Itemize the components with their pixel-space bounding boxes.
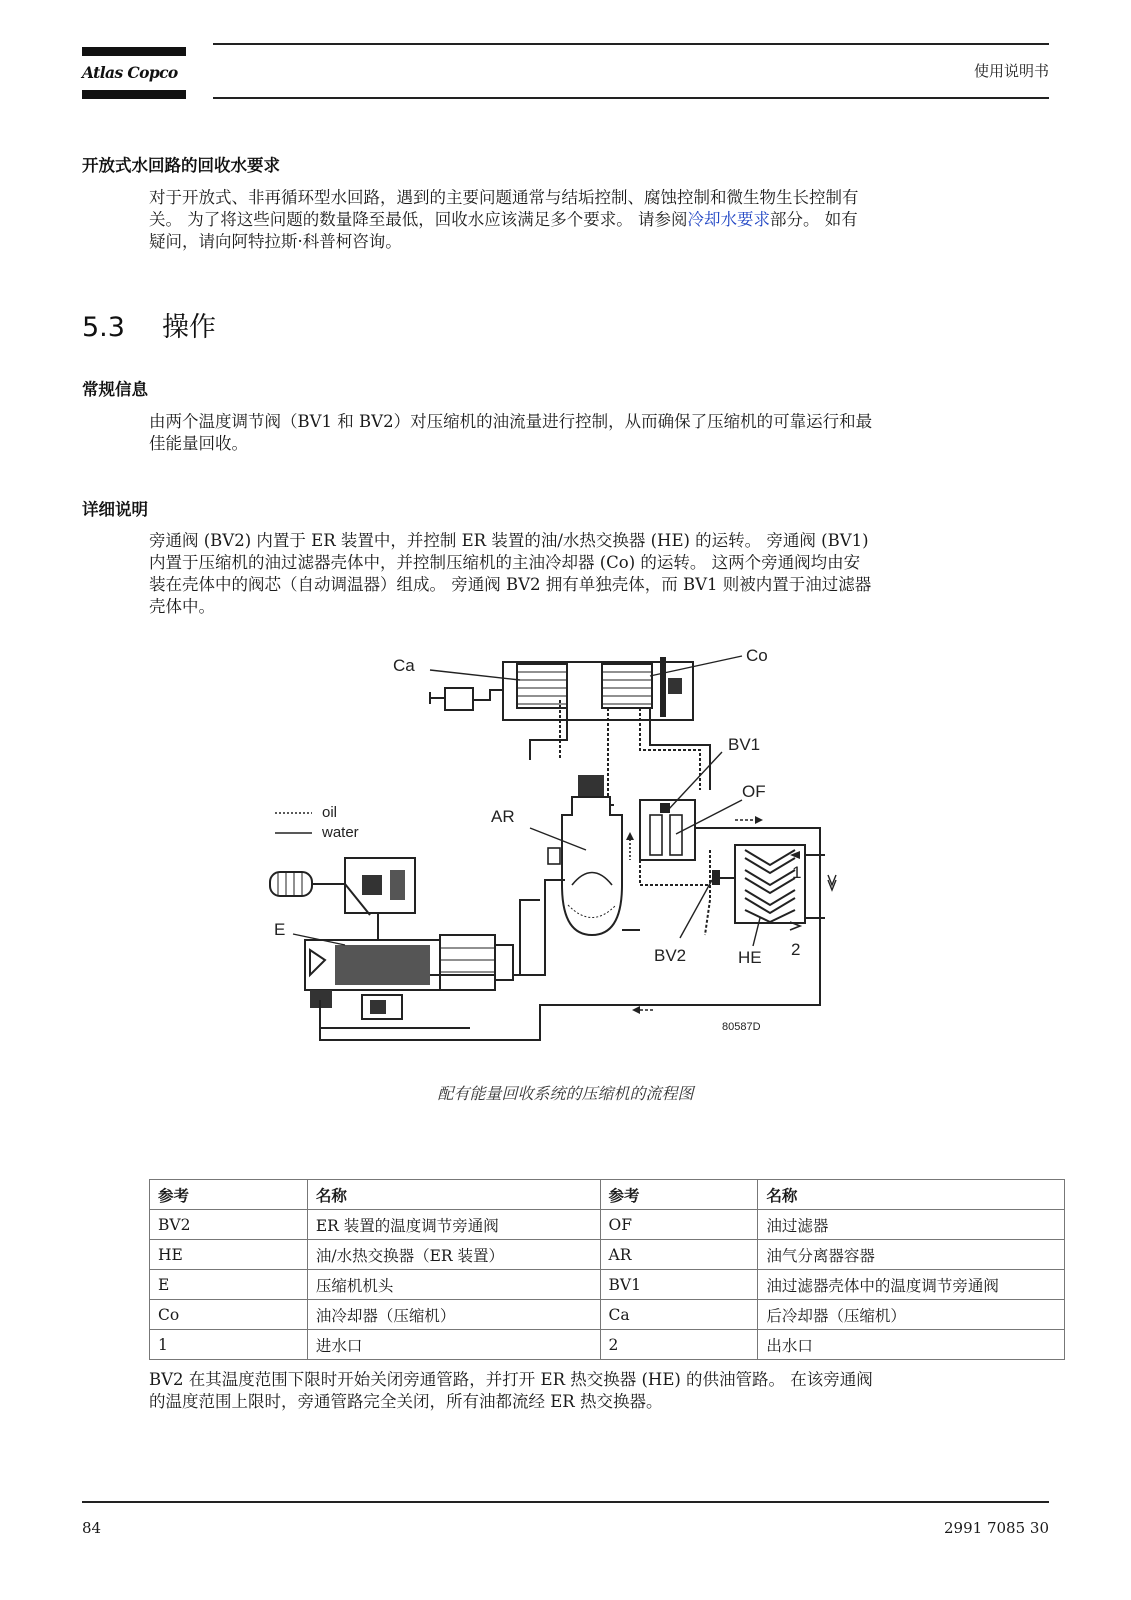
section-title: 操作 xyxy=(162,312,216,343)
column-header-name: 名称 xyxy=(307,1180,600,1210)
label-ca: Ca xyxy=(393,656,415,675)
oil-separator-vessel-ar xyxy=(548,775,640,935)
table-cell: 油过滤器壳体中的温度调节旁通阀 xyxy=(758,1270,1065,1300)
table-cell: E xyxy=(150,1270,308,1300)
table-cell: 油气分离器容器 xyxy=(758,1240,1065,1270)
label-co: Co xyxy=(746,646,768,665)
table-cell: Ca xyxy=(600,1300,758,1330)
logo-text: Atlas Copco xyxy=(82,63,178,82)
leader-ca xyxy=(430,670,520,680)
paragraph-line: 佳能量回收。 xyxy=(149,434,248,453)
paragraph-line: 疑问，请向阿特拉斯·科普柯咨询。 xyxy=(149,232,402,251)
label-water-outlet: 2 xyxy=(791,940,801,959)
table-cell: 油冷却器（压缩机） xyxy=(307,1300,600,1330)
paragraph-closing xyxy=(149,1369,1053,1413)
table-cell: 出水口 xyxy=(758,1330,1065,1360)
paragraph-line: 装在壳体中的阀芯（自动调温器）组成。 旁通阀 BV2 拥有单独壳体，而 BV1 则被内置于油过滤器 xyxy=(149,575,872,594)
section-number: 5.3 xyxy=(82,312,125,343)
pipe-e-return xyxy=(320,1000,470,1028)
table-header-row xyxy=(150,1180,1065,1210)
table-cell: Co xyxy=(150,1300,308,1330)
heading-details: 详细说明 xyxy=(82,500,148,519)
table-cell: 压缩机机头 xyxy=(307,1270,600,1300)
table-cell: BV1 xyxy=(600,1270,758,1300)
label-ar: AR xyxy=(491,807,515,826)
figure-caption: 配有能量回收系统的压缩机的流程图 xyxy=(437,1084,694,1103)
label-e: E xyxy=(274,920,286,939)
paragraph-line: 由两个温度调节阀（BV1 和 BV2）对压缩机的油流量进行控制，从而确保了压缩机的可靠运行和最 xyxy=(149,412,873,431)
reference-table xyxy=(149,1179,1065,1360)
table-cell: ER 装置的温度调节旁通阀 xyxy=(307,1210,600,1240)
oil-cooler-co xyxy=(602,657,682,717)
atlas-copco-logo xyxy=(82,47,186,99)
header-rule-bottom xyxy=(213,97,1049,99)
document-type: 使用说明书 xyxy=(973,62,1049,80)
heading-open-loop: 开放式水回路的回收水要求 xyxy=(82,156,280,175)
table-cell: 进水口 xyxy=(307,1330,600,1360)
oil-filter-of xyxy=(640,800,695,860)
section-title-5-3 xyxy=(82,305,216,344)
paragraph-line: 旁通阀 (BV2) 内置于 ER 装置中，并控制 ER 装置的油/水热交换器 (HE) 的运转。 旁通阀 (BV1) xyxy=(149,531,869,550)
paragraph-line: 壳体中。 xyxy=(149,597,215,616)
column-header-name: 名称 xyxy=(758,1180,1065,1210)
table-cell: 1 xyxy=(150,1330,308,1360)
leader-bv2 xyxy=(680,880,712,938)
table-row xyxy=(150,1210,1065,1240)
paragraph-line: 关。 为了将这些问题的数量降至最低，回收水应该满足多个要求。 请参阅冷却水要求部分。 如有 xyxy=(149,210,858,229)
table-row xyxy=(150,1240,1065,1270)
table-cell: BV2 xyxy=(150,1210,308,1240)
pipe-ar-bottom xyxy=(520,900,540,975)
table-cell: 2 xyxy=(600,1330,758,1360)
header-rule-top xyxy=(213,43,1049,45)
pipe-of-to-bv2 xyxy=(640,860,710,885)
pipe-ar-to-e xyxy=(420,880,565,975)
document-number: 2991 7085 30 xyxy=(944,1519,1049,1537)
water-separator-trap xyxy=(430,688,503,710)
table-cell: AR xyxy=(600,1240,758,1270)
paragraph-line: 的温度范围上限时，旁通管路完全关闭，所有油都流经 ER 热交换器。 xyxy=(149,1392,663,1411)
air-intake-filter xyxy=(270,858,415,940)
pipe-co-down-a xyxy=(608,708,615,805)
table-cell: 后冷却器（压缩机） xyxy=(758,1300,1065,1330)
label-bv1: BV1 xyxy=(728,735,761,754)
label-bv2: BV2 xyxy=(654,946,687,965)
page-number: 84 xyxy=(82,1519,102,1537)
paragraph-line: BV2 在其温度范围下限时开始关闭旁通管路，并打开 ER 热交换器 (HE) 的供油管路。 在该旁通阀 xyxy=(149,1370,873,1389)
paragraph-details xyxy=(149,530,1053,618)
legend-oil-label: oil xyxy=(322,804,338,821)
paragraph-general-info xyxy=(149,411,1053,455)
column-header-ref: 参考 xyxy=(150,1180,308,1210)
compressor-element-e xyxy=(305,935,513,1019)
table-row xyxy=(150,1300,1065,1330)
column-header-ref: 参考 xyxy=(600,1180,758,1210)
paragraph-line: 对于开放式、非再循环型水回路，遇到的主要问题通常与结垢控制、腐蚀控制和微生物生长控制有 xyxy=(149,188,859,207)
table-cell: 油过滤器 xyxy=(758,1210,1065,1240)
label-of: OF xyxy=(742,782,766,801)
table-row xyxy=(150,1330,1065,1360)
table-row xyxy=(150,1270,1065,1300)
paragraph-line: 内置于压缩机的油过滤器壳体中，并控制压缩机的主油冷却器 (Co) 的运转。 这两个旁通阀均由安 xyxy=(149,553,861,572)
cooling-water-requirements-link[interactable]: 冷却水要求 xyxy=(687,210,770,229)
label-he: HE xyxy=(738,948,762,967)
table-cell: OF xyxy=(600,1210,758,1240)
paragraph-open-loop xyxy=(149,187,1053,253)
flow-diagram xyxy=(260,640,850,1070)
label-water-inlet: 1 xyxy=(792,863,802,882)
legend-water-label: water xyxy=(322,824,359,841)
footer-rule xyxy=(82,1501,1049,1503)
heading-general-info: 常规信息 xyxy=(82,380,148,399)
table-cell: HE xyxy=(150,1240,308,1270)
table-cell: 油/水热交换器（ER 装置） xyxy=(307,1240,600,1270)
figure-reference: 80587D xyxy=(722,1021,761,1033)
